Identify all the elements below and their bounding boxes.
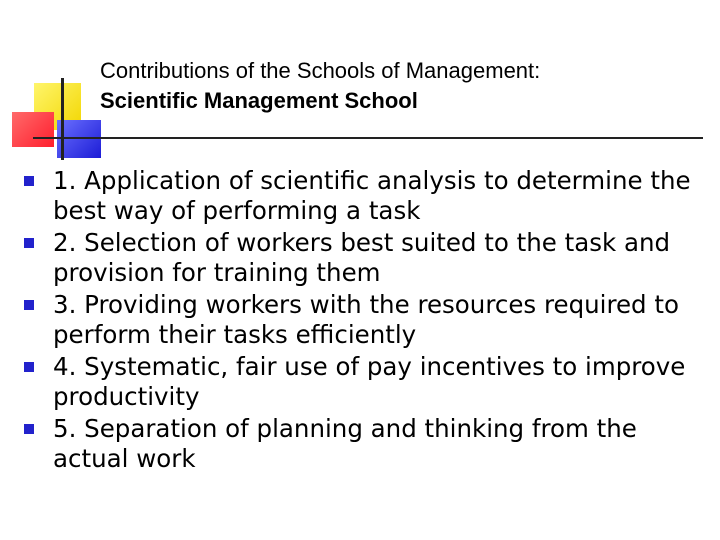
- title-line-1: Contributions of the Schools of Management:: [100, 58, 541, 83]
- bullet-item: [18, 228, 708, 288]
- vertical-rule: [61, 78, 64, 160]
- bullet-item: [18, 290, 708, 350]
- square-bullet-icon: [24, 238, 34, 248]
- square-bullet-icon: [24, 176, 34, 186]
- bullet-text: 2. Selection of workers best suited to the task and provision for training them: [53, 228, 671, 287]
- square-bullet-icon: [24, 424, 34, 434]
- red-square: [12, 112, 54, 147]
- bullet-list: [18, 166, 708, 476]
- title-divider: [33, 137, 703, 139]
- square-bullet-icon: [24, 362, 34, 372]
- slide-title: [100, 56, 540, 116]
- title-line-2: Scientific Management School: [100, 88, 418, 113]
- bullet-text: 1. Application of scientific analysis to determine the best way of performing a task: [53, 166, 691, 225]
- bullet-text: 5. Separation of planning and thinking from the actual work: [53, 414, 637, 473]
- bullet-text: 4. Systematic, fair use of pay incentives to improve productivity: [53, 352, 686, 411]
- bullet-text: 3. Providing workers with the resources required to perform their tasks efficiently: [53, 290, 679, 349]
- decorative-squares-logo: [0, 0, 110, 170]
- bullet-item: [18, 166, 708, 226]
- bullet-item: [18, 352, 708, 412]
- square-bullet-icon: [24, 300, 34, 310]
- bullet-item: [18, 414, 708, 474]
